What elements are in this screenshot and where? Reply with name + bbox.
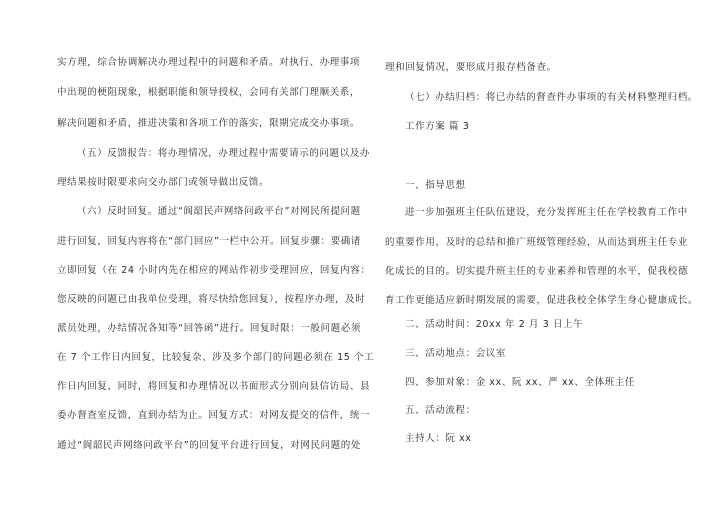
paragraph-line: 解决问题和矛盾，推进决策和各项工作的落实，限期完成交办事项。	[57, 118, 361, 129]
paragraph-line: 进一步加强班主任队伍建设，充分发挥班主任在学校教育工作中	[405, 207, 688, 218]
paragraph-line: 通过“阆韶民声网络问政平台”的回复平台进行回复，对网民问题的处	[57, 440, 361, 451]
paragraph-line: 理结果按时限要求向交办部门或领导做出反馈。	[57, 177, 270, 188]
paragraph-line: 育工作更能适应新时期发展的需要，促进我校全体学生身心健康成长。	[385, 295, 699, 306]
paragraph-line: 您反映的问题已由我单位受理，将尽快给您回复），按程序办理，及时	[57, 294, 366, 305]
paragraph-line: 派员处理，办结情况各知等“回答函”进行。回复时限：一般问题必须	[57, 323, 361, 334]
paragraph-line: 实方理，综合协调解决办理过程中的问题和矛盾。对执行、办理事项	[57, 57, 361, 68]
section-heading: 四、参加对象：金 xx、阮 xx、严 xx、全体班主任	[405, 377, 635, 388]
paragraph-line: （五）反馈报告：将办理情况，办理过程中需要请示的问题以及办	[77, 148, 370, 159]
paragraph-line: 进行回复，回复内容将在“部门回应”一栏中公开。回复步骤：要确诸	[57, 236, 361, 247]
section-heading: 三、活动地点：会议室	[405, 348, 507, 359]
paragraph-line: 理和回复情况，要形成月报存档备查。	[385, 62, 557, 73]
paragraph-line: 中出现的梗阻现象，根据职能和领导授权，会同有关部门理顺关系，	[57, 87, 361, 98]
section-heading: 五、活动流程：	[405, 405, 476, 416]
paragraph-line: 立即回复（在 24 小时内先在相应的网站作初步受理回应，回复内容：	[57, 265, 371, 276]
paragraph-line: 主持人：阮 xx	[405, 433, 472, 444]
section-heading: 工作方案 篇 3	[405, 121, 470, 132]
paragraph-line: 委办督查室反馈，直到办结为止。回复方式：对网友提交的信件，统一	[57, 410, 371, 421]
paragraph-line: （七）办结归档：将已办结的督查件办事项的有关材料整理归档。	[405, 92, 698, 103]
section-heading: 二、活动时间：20xx 年 2 月 3 日上午	[405, 319, 584, 330]
paragraph-line: 化成长的目的。切实提升班主任的专业素养和管理的水平，促我校德	[385, 266, 689, 277]
section-heading: 一、指导思想	[405, 180, 466, 191]
paragraph-line: 在 7 个工作日内回复，比较复杂、涉及多个部门的问题必须在 15 个工	[57, 352, 375, 363]
paragraph-line: （六）反时回复。通过“阆韶民声网络问政平台”对网民所提问题	[77, 206, 361, 217]
paragraph-line: 的重要作用，及时的总结和推广班级管理经验，从而达到班主任专业	[385, 237, 689, 248]
paragraph-line: 作日内回复，同时，将回复和办理情况以书面形式分别向县信访局、县	[57, 381, 371, 392]
